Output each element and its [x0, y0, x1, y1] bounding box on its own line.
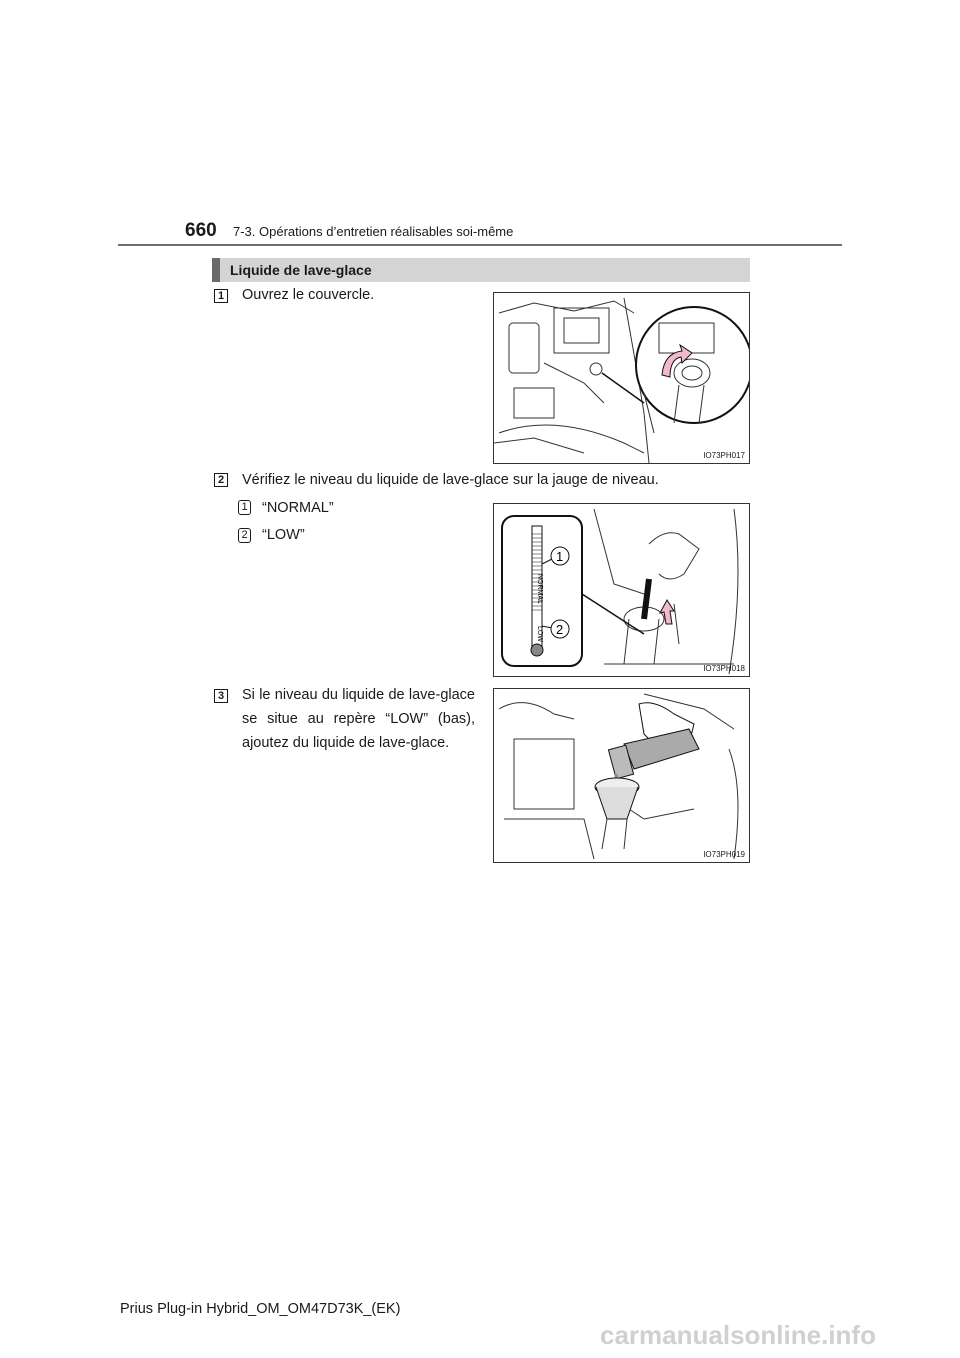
gauge-low-mark: LOW [536, 626, 543, 642]
header-rule [118, 244, 842, 246]
section-heading-bar [212, 258, 750, 282]
insert-arrow-icon [660, 600, 674, 624]
step-2-badge: 2 [214, 473, 228, 487]
figure-level-gauge [493, 503, 750, 677]
section-title: 7-3. Opérations d’entretien réalisables soi-même [233, 224, 514, 239]
figure-open-cap [493, 292, 750, 464]
figure-code: IO73PH018 [703, 664, 745, 673]
diagram-callout-2: 2 [556, 622, 564, 637]
diagram-callout-1: 1 [556, 549, 564, 564]
figure-code: IO73PH019 [703, 850, 745, 859]
step-3-badge: 3 [214, 689, 228, 703]
callout-1-label: “NORMAL” [262, 500, 334, 516]
callout-2-badge: 2 [238, 528, 251, 543]
step-1-badge: 1 [214, 289, 228, 303]
callout-2-label: “LOW” [262, 527, 305, 543]
section-heading: Liquide de lave-glace [230, 262, 372, 278]
zoom-circle [636, 307, 750, 423]
callout-1-badge: 1 [238, 500, 251, 515]
page-number: 660 [185, 220, 217, 241]
refill-illustration [494, 689, 750, 863]
level-gauge-illustration [494, 504, 750, 677]
gauge-normal-mark: NORMAL [536, 574, 543, 604]
engine-bay-cap-illustration [494, 293, 750, 464]
figure-refill [493, 688, 750, 863]
step-3-text: Si le niveau du liquide de lave-glace se situe au repère “LOW” (bas), ajoutez du liquide de lave-glace. [242, 687, 475, 751]
washer-fluid-bottle [624, 729, 699, 769]
step-2-text: Vérifiez le niveau du liquide de lave-glace sur la jauge de niveau. [242, 472, 659, 488]
footer-doc-id: Prius Plug-in Hybrid_OM_OM47D73K_(EK) [120, 1301, 401, 1317]
step-1-text: Ouvrez le couvercle. [242, 287, 375, 303]
watermark: carmanualsonline.info [600, 1320, 876, 1350]
figure-code: IO73PH017 [703, 451, 745, 460]
